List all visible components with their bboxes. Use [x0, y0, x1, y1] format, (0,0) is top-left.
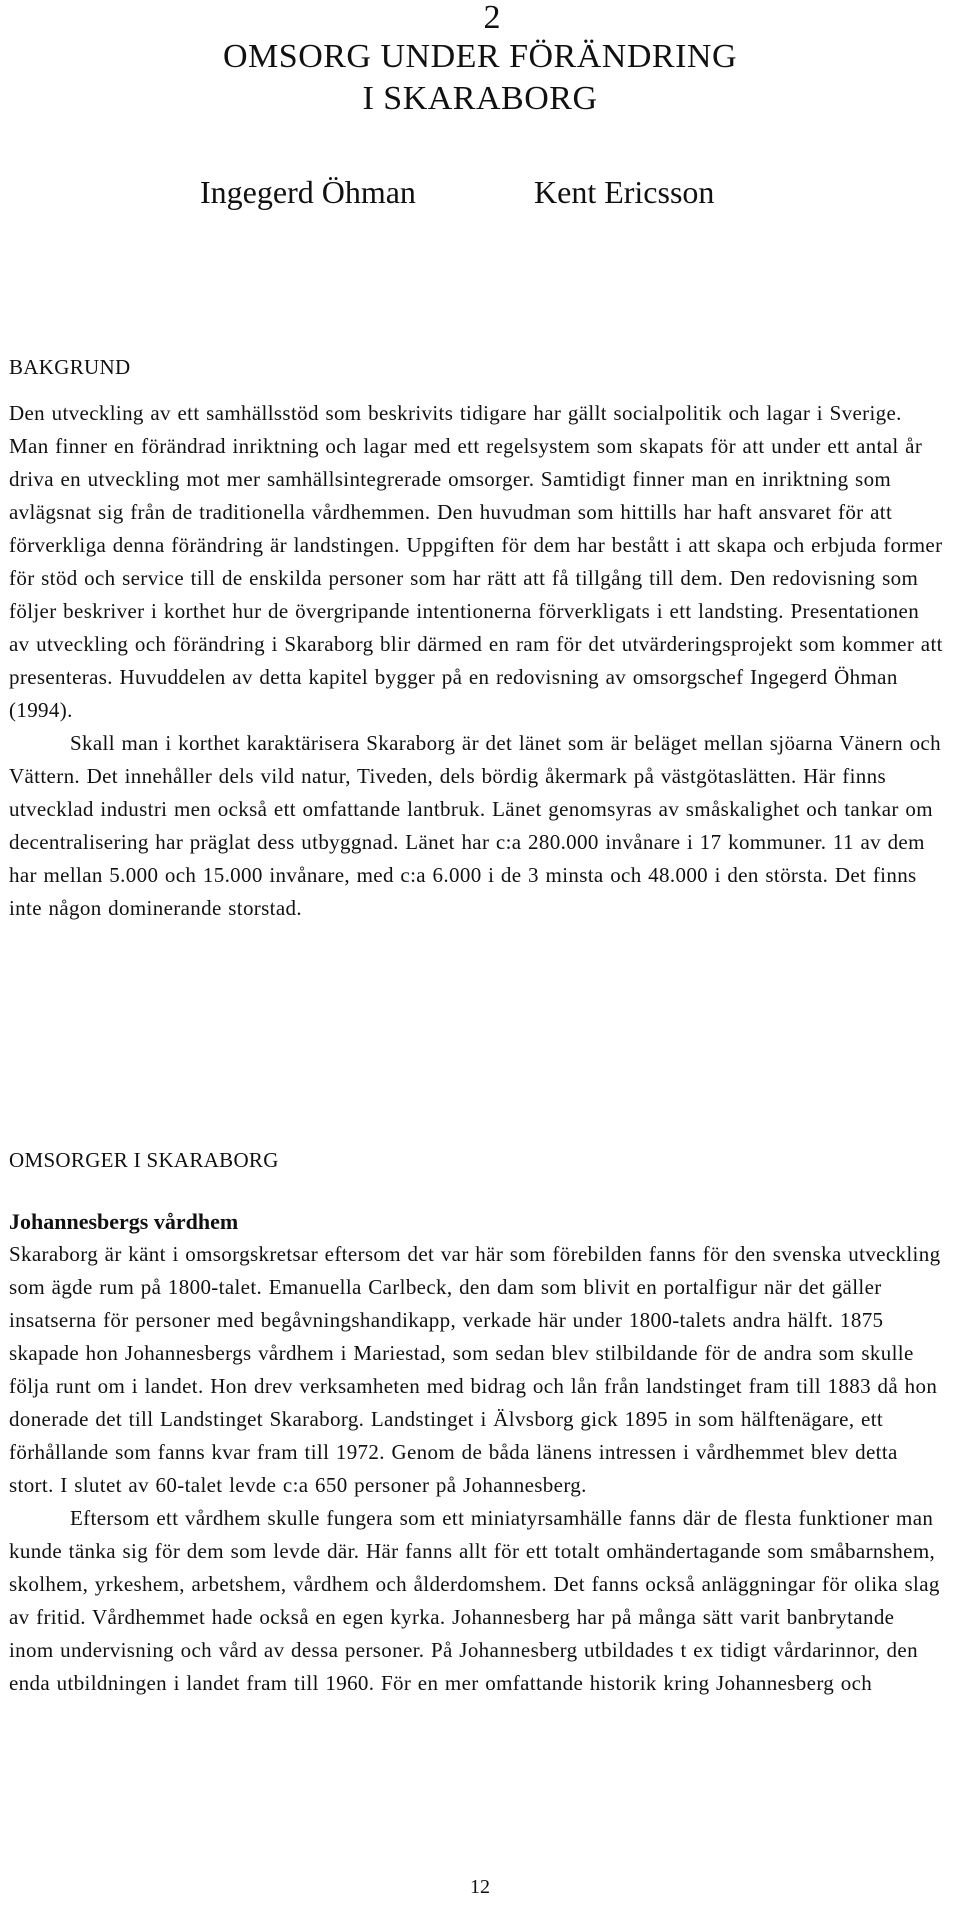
chapter-title-line-2: I SKARABORG: [362, 80, 598, 117]
section-body-bakgrund: [9, 397, 945, 925]
paragraph: Skall man i korthet karaktärisera Skaraborg är det länet som är beläget mellan sjöarna Vänern och Vättern. Det innehåller dels vild natur, Tiveden, dels bördig åkermark på västgötaslätten. Här finns utvecklad industri men också ett omfattande lantbruk. Länet genomsyras av småskalighet och tankar om decentralisering har präglat dess utbyggnad. Länet har c:a 280.000 invånare i 17 kommuner. 11 av dem har mellan 5.000 och 15.000 invånare, med c:a 6.000 i de 3 minsta och 48.000 i den största. Det finns inte någon dominerande storstad.: [9, 731, 941, 920]
section-heading-bakgrund: BAKGRUND: [9, 355, 131, 379]
section-heading-omsorger: OMSORGER I SKARABORG: [9, 1148, 279, 1172]
author-name: Kent Ericsson: [534, 174, 715, 210]
subsection-heading-johannesberg: Johannesbergs vårdhem: [9, 1209, 239, 1234]
author-name: Ingegerd Öhman: [200, 174, 416, 210]
section-body-omsorger: [9, 1238, 945, 1700]
paragraph: Eftersom ett vårdhem skulle fungera som ett miniatyrsamhälle fanns där de flesta funktioner man kunde tänka sig för dem som levde där. Här fanns allt för ett totalt omhändertagande som småbarnshem, skolhem, yrkeshem, arbetshem, vårdhem och ålderdomshem. Det fanns också anläggningar för olika slag av fritid. Vårdhemmet hade också en egen kyrka. Johannesberg har på många sätt varit banbrytande inom undervisning och vård av dessa personer. På Johannesberg utbildades t ex tidigt vårdarinnor, den enda utbildningen i landet fram till 1960. För en mer omfattande historik kring Johannesberg och: [9, 1506, 940, 1695]
paragraph: Den utveckling av ett samhällsstöd som beskrivits tidigare har gällt socialpolitik och lagar i Sverige. Man finner en förändrad inriktning och lagar med ett regelsystem som skapats för att under ett antal år driva en utveckling mot mer samhällsintegrerade omsorger. Samtidigt finner man en inriktning som avlägsnat sig från de traditionella vårdhemmen. Den huvudman som hittills har haft ansvaret för att förverkliga denna förändring är landstingen. Uppgiften för dem har bestått i att skapa och erbjuda former för stöd och service till de enskilda personer som har rätt att få tillgång till dem. Den redovisning som följer beskriver i korthet hur de övergripande intentionerna förverkligats i ett landsting. Presentationen av utveckling och förändring i Skaraborg blir därmed en ram för det utvärderingsprojekt som kommer att presenteras. Huvuddelen av detta kapitel bygger på en redovisning av omsorgschef Ingegerd Öhman (1994).: [9, 401, 943, 722]
page-number: 12: [470, 1876, 490, 1898]
chapter-number: 2: [483, 0, 501, 36]
chapter-title: [150, 36, 810, 120]
chapter-title-line-1: OMSORG UNDER FÖRÄNDRING: [223, 38, 737, 75]
paragraph: Skaraborg är känt i omsorgskretsar eftersom det var här som förebilden fanns för den svenska utveckling som ägde rum på 1800-talet. Emanuella Carlbeck, den dam som blivit en portalfigur när det gäller insatserna för personer med begåvningshandikapp, verkade här under 1800-talets andra hälft. 1875 skapade hon Johannesbergs vårdhem i Mariestad, som sedan blev stilbildande för de andra som skulle följa runt om i landet. Hon drev verksamheten med bidrag och lån från landstinget fram till 1883 då hon donerade det till Landstinget Skaraborg. Landstinget i Älvsborg gick 1895 in som hälftenägare, ett förhållande som fanns kvar fram till 1972. Genom de båda länens intressen i vårdhemmet blev detta stort. I slutet av 60-talet levde c:a 650 personer på Johannesberg.: [9, 1242, 941, 1497]
